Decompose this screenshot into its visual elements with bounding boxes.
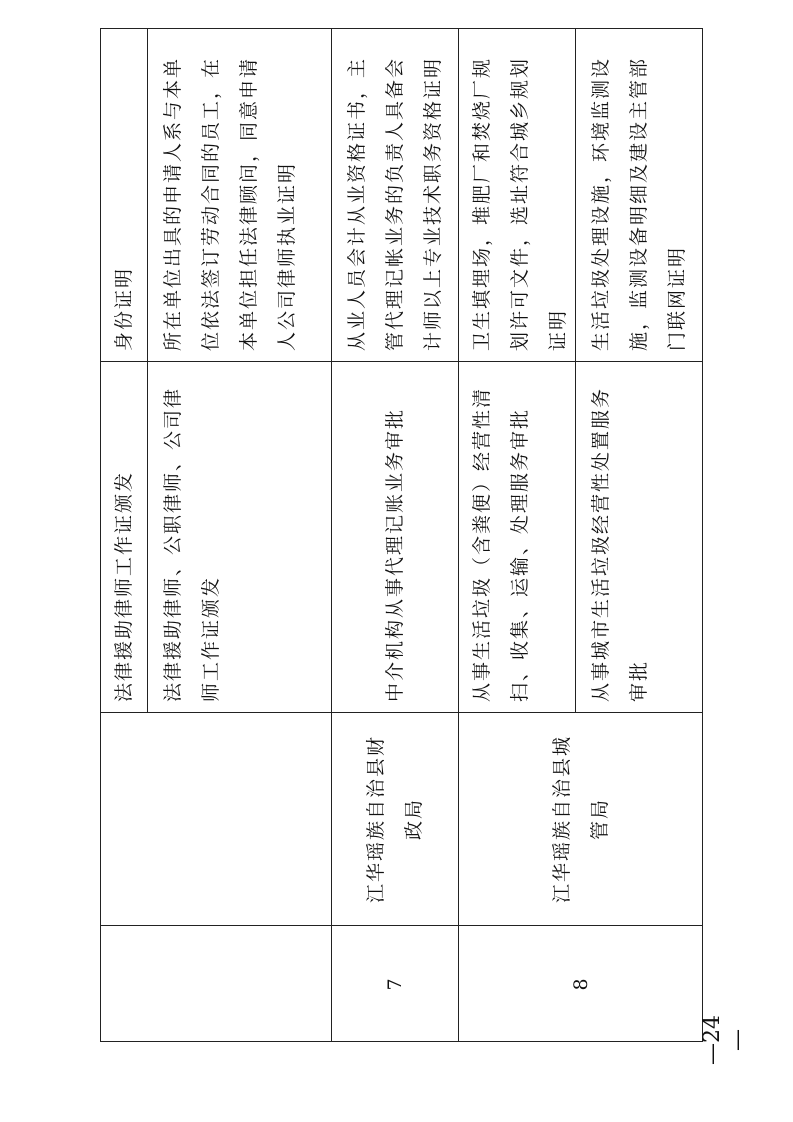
page-number: —24— <box>700 1015 750 1065</box>
row-number-cell: 7 <box>332 926 459 1042</box>
service-subcell: 法律援助律师工作证颁发 <box>101 362 148 712</box>
service-text: 从事城市生活垃圾经营性处置服务审批 <box>590 386 650 702</box>
department-cell <box>459 713 703 926</box>
table-row <box>332 29 459 1042</box>
service-subcell: 从事生活垃圾（含粪便）经营性清扫、收集、运输、处理服务审批 <box>459 362 576 712</box>
service-cell <box>101 362 332 713</box>
department-cell <box>101 713 332 926</box>
documents-cell <box>101 29 332 362</box>
documents-text: 生活垃圾处理设施，环境监测设施，监测设备明细及建设主管部门联网证明 <box>590 56 688 351</box>
documents-subcell: 身份证明 <box>101 29 148 361</box>
department-cell <box>332 713 459 926</box>
department-name: 江华瑶族自治县城管局 <box>550 735 611 904</box>
department-name: 江华瑶族自治县财政局 <box>365 735 425 904</box>
row-number-cell: 8 <box>459 926 703 1042</box>
service-text: 法律援助律师、公职律师、公司律师工作证颁发 <box>162 386 222 702</box>
documents-subcell: 卫生填埋场，堆肥厂和焚烧厂规划许可文件，选址符合城乡规划证明 <box>459 29 576 361</box>
documents-cell <box>332 29 459 362</box>
service-text: 中介机构从事代理记账业务审批 <box>384 407 406 702</box>
row-number-cell <box>101 926 332 1042</box>
documents-text: 从业人员会计从业资格证书，主管代理记帐业务的负责人具备会计师以上专业技术职务资格证明 <box>346 56 444 351</box>
service-cell <box>459 362 703 713</box>
table-row <box>101 29 332 1042</box>
documents-cell <box>459 29 703 362</box>
service-cell <box>332 362 459 713</box>
documents-text: 所在单位出具的申请人系与本单位依法签订劳动合同的员工，在本单位担任法律顾问，同意申请人公司律师执业证明 <box>162 56 298 351</box>
approval-table <box>100 28 703 1042</box>
table-row <box>459 29 703 1042</box>
